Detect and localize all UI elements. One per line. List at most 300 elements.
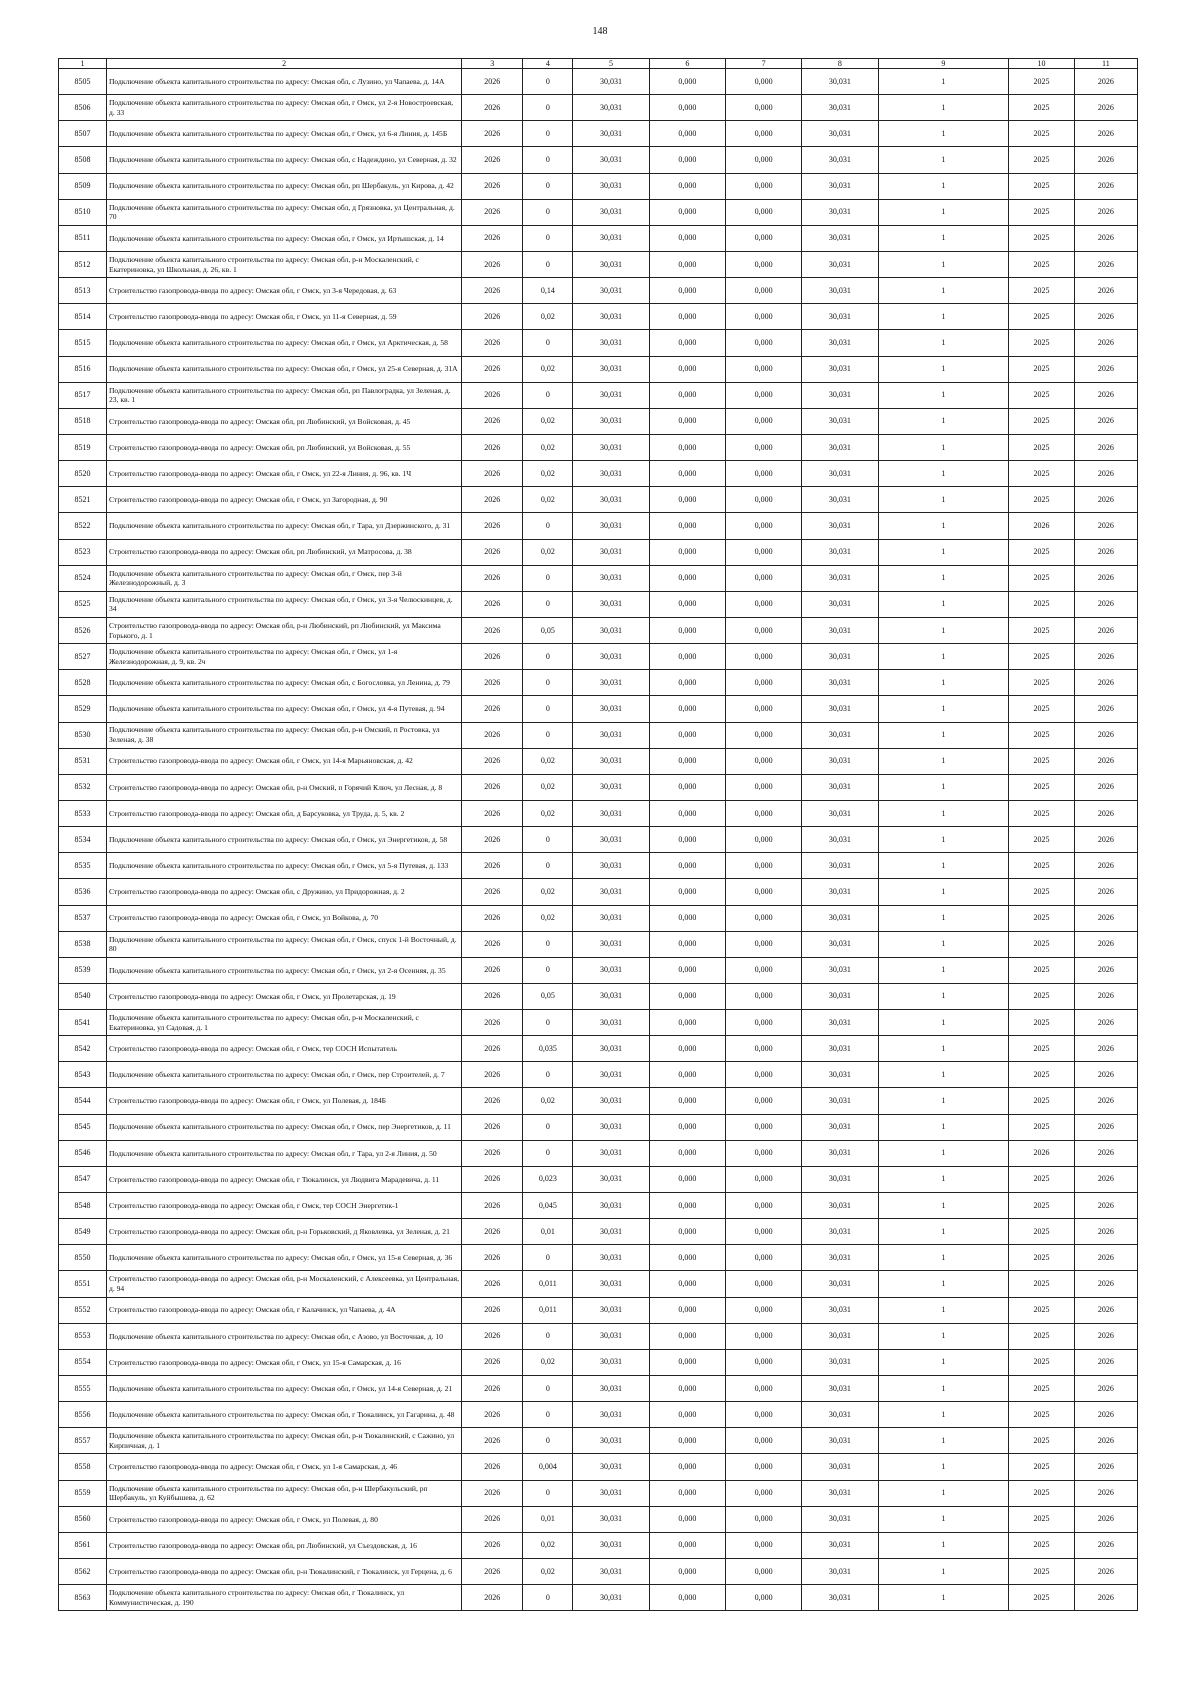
- row-description: Подключение объекта капитального строительства по адресу: Омская обл, г Омск, ул 3-я Челюскинцев, д. 34: [106, 591, 461, 617]
- row-start-year: 2025: [1009, 1559, 1074, 1585]
- row-number: 8535: [59, 853, 107, 879]
- row-count: 1: [878, 1376, 1009, 1402]
- row-description: Подключение объекта капитального строительства по адресу: Омская обл, г Омск, ул Энергетиков, д. 58: [106, 827, 461, 853]
- row-length: 0,02: [523, 1559, 573, 1585]
- row-year: 2026: [462, 879, 523, 905]
- row-end-year: 2026: [1074, 1062, 1137, 1088]
- row-count: 1: [878, 1219, 1009, 1245]
- row-cost-2025: 0,000: [725, 1219, 801, 1245]
- row-length: 0: [523, 513, 573, 539]
- row-cost-2024: 0,000: [649, 931, 725, 957]
- row-end-year: 2026: [1074, 330, 1137, 356]
- row-count: 1: [878, 487, 1009, 513]
- row-description: Подключение объекта капитального строительства по адресу: Омская обл, г Омск, ул Иртышская, д. 14: [106, 225, 461, 251]
- row-total-cost: 30,031: [573, 905, 649, 931]
- row-start-year: 2025: [1009, 1454, 1074, 1480]
- row-cost-2024: 0,000: [649, 670, 725, 696]
- table-row: [59, 957, 1138, 983]
- row-cost-2024: 0,000: [649, 1193, 725, 1219]
- row-number: 8536: [59, 879, 107, 905]
- row-cost-2026: 30,031: [802, 1036, 878, 1062]
- row-year: 2026: [462, 434, 523, 460]
- row-cost-2026: 30,031: [802, 1140, 878, 1166]
- row-year: 2026: [462, 278, 523, 304]
- row-number: 8511: [59, 225, 107, 251]
- row-start-year: 2025: [1009, 1088, 1074, 1114]
- row-cost-2025: 0,000: [725, 69, 801, 95]
- table-row: [59, 513, 1138, 539]
- row-start-year: 2025: [1009, 853, 1074, 879]
- row-count: 1: [878, 356, 1009, 382]
- row-cost-2025: 0,000: [725, 879, 801, 905]
- table-row: [59, 1349, 1138, 1375]
- row-description: Строительство газопровода-ввода по адресу: Омская обл, г Омск, ул 15-я Самарская, д. 16: [106, 1349, 461, 1375]
- row-cost-2026: 30,031: [802, 356, 878, 382]
- row-length: 0: [523, 173, 573, 199]
- row-total-cost: 30,031: [573, 382, 649, 408]
- row-cost-2024: 0,000: [649, 1454, 725, 1480]
- row-count: 1: [878, 513, 1009, 539]
- row-length: 0: [523, 644, 573, 670]
- row-cost-2024: 0,000: [649, 591, 725, 617]
- row-cost-2026: 30,031: [802, 957, 878, 983]
- row-description: Подключение объекта капитального строительства по адресу: Омская обл, г Омск, ул 15-я Северная, д. 36: [106, 1245, 461, 1271]
- column-number-6: 6: [649, 59, 725, 69]
- row-cost-2026: 30,031: [802, 644, 878, 670]
- row-description: Подключение объекта капитального строительства по адресу: Омская обл, г Омск, ул 5-я Путевая, д. 133: [106, 853, 461, 879]
- row-end-year: 2026: [1074, 1376, 1137, 1402]
- row-end-year: 2026: [1074, 121, 1137, 147]
- table-row: [59, 1297, 1138, 1323]
- row-number: 8513: [59, 278, 107, 304]
- column-number-4: 4: [523, 59, 573, 69]
- row-length: 0: [523, 121, 573, 147]
- row-cost-2024: 0,000: [649, 879, 725, 905]
- row-start-year: 2025: [1009, 382, 1074, 408]
- table-row: [59, 983, 1138, 1009]
- table-row: [59, 1428, 1138, 1454]
- row-length: 0: [523, 670, 573, 696]
- row-cost-2025: 0,000: [725, 408, 801, 434]
- row-start-year: 2025: [1009, 1506, 1074, 1532]
- row-description: Строительство газопровода-ввода по адресу: Омская обл, рп Любинский, ул Матросова, д. 38: [106, 539, 461, 565]
- row-count: 1: [878, 1088, 1009, 1114]
- table-row: [59, 1480, 1138, 1506]
- row-cost-2026: 30,031: [802, 1088, 878, 1114]
- row-cost-2025: 0,000: [725, 905, 801, 931]
- row-total-cost: 30,031: [573, 1088, 649, 1114]
- row-description: Подключение объекта капитального строительства по адресу: Омская обл, г Омск, ул 2-я Осенняя, д. 35: [106, 957, 461, 983]
- row-cost-2025: 0,000: [725, 957, 801, 983]
- row-year: 2026: [462, 853, 523, 879]
- row-year: 2026: [462, 774, 523, 800]
- row-number: 8541: [59, 1010, 107, 1036]
- row-total-cost: 30,031: [573, 330, 649, 356]
- row-cost-2024: 0,000: [649, 696, 725, 722]
- row-length: 0,02: [523, 748, 573, 774]
- row-cost-2025: 0,000: [725, 382, 801, 408]
- row-length: 0,01: [523, 1506, 573, 1532]
- row-number: 8557: [59, 1428, 107, 1454]
- row-length: 0: [523, 69, 573, 95]
- row-description: Подключение объекта капитального строительства по адресу: Омская обл, г Омск, ул 6-я Линия, д. 145Б: [106, 121, 461, 147]
- row-total-cost: 30,031: [573, 879, 649, 905]
- row-cost-2024: 0,000: [649, 722, 725, 748]
- row-end-year: 2026: [1074, 591, 1137, 617]
- row-count: 1: [878, 304, 1009, 330]
- row-length: 0: [523, 1585, 573, 1611]
- table-row: [59, 199, 1138, 225]
- row-cost-2024: 0,000: [649, 1349, 725, 1375]
- row-description: Подключение объекта капитального строительства по адресу: Омская обл, рп Шербакуль, ул Кирова, д. 42: [106, 173, 461, 199]
- table-row: [59, 69, 1138, 95]
- row-cost-2026: 30,031: [802, 1193, 878, 1219]
- row-cost-2024: 0,000: [649, 199, 725, 225]
- row-total-cost: 30,031: [573, 461, 649, 487]
- table-row: [59, 95, 1138, 121]
- table-row: [59, 696, 1138, 722]
- row-start-year: 2025: [1009, 591, 1074, 617]
- row-year: 2026: [462, 1402, 523, 1428]
- row-count: 1: [878, 565, 1009, 591]
- row-cost-2024: 0,000: [649, 1245, 725, 1271]
- table-row: [59, 617, 1138, 643]
- row-cost-2024: 0,000: [649, 1559, 725, 1585]
- table-row: [59, 1506, 1138, 1532]
- row-cost-2024: 0,000: [649, 1088, 725, 1114]
- row-cost-2025: 0,000: [725, 199, 801, 225]
- row-end-year: 2026: [1074, 1349, 1137, 1375]
- row-cost-2025: 0,000: [725, 748, 801, 774]
- row-start-year: 2025: [1009, 147, 1074, 173]
- row-year: 2026: [462, 1166, 523, 1192]
- row-length: 0,02: [523, 800, 573, 826]
- row-description: Подключение объекта капитального строительства по адресу: Омская обл, с Азово, ул Восточная, д. 10: [106, 1323, 461, 1349]
- row-cost-2025: 0,000: [725, 827, 801, 853]
- row-start-year: 2025: [1009, 278, 1074, 304]
- row-cost-2026: 30,031: [802, 1585, 878, 1611]
- table-row: [59, 434, 1138, 460]
- row-start-year: 2025: [1009, 617, 1074, 643]
- row-total-cost: 30,031: [573, 1559, 649, 1585]
- table-row: [59, 879, 1138, 905]
- column-number-row: [59, 59, 1138, 69]
- row-cost-2026: 30,031: [802, 408, 878, 434]
- row-start-year: 2025: [1009, 461, 1074, 487]
- row-number: 8523: [59, 539, 107, 565]
- row-total-cost: 30,031: [573, 957, 649, 983]
- row-year: 2026: [462, 1297, 523, 1323]
- row-cost-2025: 0,000: [725, 1245, 801, 1271]
- row-description: Подключение объекта капитального строительства по адресу: Омская обл, г Омск, ул 14-я Северная, д. 21: [106, 1376, 461, 1402]
- row-number: 8506: [59, 95, 107, 121]
- row-description: Строительство газопровода-ввода по адресу: Омская обл, г Омск, ул Загородная, д. 90: [106, 487, 461, 513]
- row-start-year: 2025: [1009, 774, 1074, 800]
- column-number-11: 11: [1074, 59, 1137, 69]
- row-cost-2025: 0,000: [725, 670, 801, 696]
- table-row: [59, 722, 1138, 748]
- table-row: [59, 461, 1138, 487]
- row-total-cost: 30,031: [573, 853, 649, 879]
- row-year: 2026: [462, 1010, 523, 1036]
- row-total-cost: 30,031: [573, 1323, 649, 1349]
- row-total-cost: 30,031: [573, 147, 649, 173]
- table-row: [59, 356, 1138, 382]
- row-cost-2026: 30,031: [802, 147, 878, 173]
- row-year: 2026: [462, 225, 523, 251]
- table-row: [59, 1062, 1138, 1088]
- row-count: 1: [878, 1480, 1009, 1506]
- row-description: Строительство газопровода-ввода по адресу: Омская обл, г Омск, ул Войкова, д. 70: [106, 905, 461, 931]
- row-year: 2026: [462, 1323, 523, 1349]
- row-cost-2024: 0,000: [649, 1532, 725, 1558]
- row-start-year: 2025: [1009, 173, 1074, 199]
- row-length: 0,02: [523, 879, 573, 905]
- row-end-year: 2026: [1074, 1323, 1137, 1349]
- row-cost-2025: 0,000: [725, 1454, 801, 1480]
- row-cost-2024: 0,000: [649, 983, 725, 1009]
- row-length: 0,011: [523, 1271, 573, 1297]
- row-start-year: 2025: [1009, 1166, 1074, 1192]
- row-cost-2025: 0,000: [725, 696, 801, 722]
- row-description: Строительство газопровода-ввода по адресу: Омская обл, г Омск, тер СОСН Испытатель: [106, 1036, 461, 1062]
- row-number: 8517: [59, 382, 107, 408]
- row-cost-2025: 0,000: [725, 565, 801, 591]
- row-year: 2026: [462, 1376, 523, 1402]
- row-cost-2025: 0,000: [725, 173, 801, 199]
- row-total-cost: 30,031: [573, 617, 649, 643]
- row-cost-2026: 30,031: [802, 879, 878, 905]
- table-row: [59, 225, 1138, 251]
- row-cost-2026: 30,031: [802, 1271, 878, 1297]
- row-total-cost: 30,031: [573, 1376, 649, 1402]
- row-count: 1: [878, 173, 1009, 199]
- row-cost-2024: 0,000: [649, 69, 725, 95]
- row-end-year: 2026: [1074, 1010, 1137, 1036]
- row-year: 2026: [462, 1219, 523, 1245]
- row-start-year: 2025: [1009, 565, 1074, 591]
- row-number: 8533: [59, 800, 107, 826]
- row-start-year: 2025: [1009, 827, 1074, 853]
- row-cost-2025: 0,000: [725, 1140, 801, 1166]
- row-cost-2024: 0,000: [649, 304, 725, 330]
- row-length: 0: [523, 1245, 573, 1271]
- row-total-cost: 30,031: [573, 1532, 649, 1558]
- table-row: [59, 591, 1138, 617]
- row-number: 8556: [59, 1402, 107, 1428]
- row-end-year: 2026: [1074, 1402, 1137, 1428]
- row-count: 1: [878, 461, 1009, 487]
- row-cost-2026: 30,031: [802, 565, 878, 591]
- row-length: 0: [523, 1402, 573, 1428]
- row-cost-2026: 30,031: [802, 121, 878, 147]
- row-number: 8532: [59, 774, 107, 800]
- row-start-year: 2025: [1009, 1480, 1074, 1506]
- row-total-cost: 30,031: [573, 1271, 649, 1297]
- row-year: 2026: [462, 670, 523, 696]
- row-end-year: 2026: [1074, 487, 1137, 513]
- row-cost-2025: 0,000: [725, 1088, 801, 1114]
- row-total-cost: 30,031: [573, 722, 649, 748]
- row-cost-2024: 0,000: [649, 1506, 725, 1532]
- page-number: 148: [592, 26, 608, 37]
- table-row: [59, 1323, 1138, 1349]
- row-cost-2026: 30,031: [802, 1480, 878, 1506]
- row-number: 8530: [59, 722, 107, 748]
- table-row: [59, 1193, 1138, 1219]
- row-end-year: 2026: [1074, 304, 1137, 330]
- row-year: 2026: [462, 1062, 523, 1088]
- row-year: 2026: [462, 121, 523, 147]
- row-number: 8539: [59, 957, 107, 983]
- row-end-year: 2026: [1074, 1585, 1137, 1611]
- row-description: Подключение объекта капитального строительства по адресу: Омская обл, г Омск, ул 1-я Железнодорожная, д. 9, кв. 2ч: [106, 644, 461, 670]
- row-description: Строительство газопровода-ввода по адресу: Омская обл, р-н Москаленский, с Алексеевка, ул Центральная, д. 94: [106, 1271, 461, 1297]
- table-row: [59, 565, 1138, 591]
- row-year: 2026: [462, 1532, 523, 1558]
- row-total-cost: 30,031: [573, 591, 649, 617]
- row-start-year: 2025: [1009, 1323, 1074, 1349]
- row-number: 8553: [59, 1323, 107, 1349]
- row-length: 0: [523, 225, 573, 251]
- row-cost-2024: 0,000: [649, 748, 725, 774]
- row-count: 1: [878, 931, 1009, 957]
- table-row: [59, 1219, 1138, 1245]
- row-count: 1: [878, 251, 1009, 277]
- row-total-cost: 30,031: [573, 173, 649, 199]
- row-end-year: 2026: [1074, 1193, 1137, 1219]
- row-start-year: 2025: [1009, 1010, 1074, 1036]
- row-count: 1: [878, 408, 1009, 434]
- row-number: 8537: [59, 905, 107, 931]
- row-end-year: 2026: [1074, 644, 1137, 670]
- row-description: Строительство газопровода-ввода по адресу: Омская обл, г Омск, ул 14-я Марьяновская, д. 42: [106, 748, 461, 774]
- row-year: 2026: [462, 1428, 523, 1454]
- row-cost-2026: 30,031: [802, 591, 878, 617]
- row-length: 0: [523, 1323, 573, 1349]
- row-cost-2024: 0,000: [649, 1271, 725, 1297]
- row-start-year: 2025: [1009, 1245, 1074, 1271]
- row-cost-2024: 0,000: [649, 1140, 725, 1166]
- row-number: 8529: [59, 696, 107, 722]
- row-start-year: 2025: [1009, 1193, 1074, 1219]
- table-row: [59, 121, 1138, 147]
- row-end-year: 2026: [1074, 199, 1137, 225]
- row-total-cost: 30,031: [573, 644, 649, 670]
- row-cost-2025: 0,000: [725, 304, 801, 330]
- row-cost-2025: 0,000: [725, 617, 801, 643]
- row-cost-2025: 0,000: [725, 1585, 801, 1611]
- row-number: 8559: [59, 1480, 107, 1506]
- row-start-year: 2025: [1009, 408, 1074, 434]
- row-year: 2026: [462, 95, 523, 121]
- row-year: 2026: [462, 591, 523, 617]
- row-cost-2024: 0,000: [649, 513, 725, 539]
- table-row: [59, 1245, 1138, 1271]
- row-start-year: 2025: [1009, 487, 1074, 513]
- table-row: [59, 147, 1138, 173]
- table-row: [59, 905, 1138, 931]
- table-row: [59, 800, 1138, 826]
- row-length: 0,02: [523, 774, 573, 800]
- row-number: 8516: [59, 356, 107, 382]
- row-cost-2026: 30,031: [802, 1062, 878, 1088]
- row-end-year: 2026: [1074, 147, 1137, 173]
- row-description: Подключение объекта капитального строительства по адресу: Омская обл, г Тара, ул Дзержинского, д. 31: [106, 513, 461, 539]
- row-length: 0: [523, 199, 573, 225]
- row-total-cost: 30,031: [573, 539, 649, 565]
- row-number: 8552: [59, 1297, 107, 1323]
- row-count: 1: [878, 1532, 1009, 1558]
- row-start-year: 2025: [1009, 434, 1074, 460]
- row-start-year: 2025: [1009, 722, 1074, 748]
- row-length: 0,011: [523, 1297, 573, 1323]
- row-cost-2025: 0,000: [725, 591, 801, 617]
- row-length: 0,02: [523, 304, 573, 330]
- row-end-year: 2026: [1074, 1297, 1137, 1323]
- row-number: 8526: [59, 617, 107, 643]
- row-count: 1: [878, 1585, 1009, 1611]
- row-year: 2026: [462, 565, 523, 591]
- row-cost-2025: 0,000: [725, 487, 801, 513]
- row-number: 8521: [59, 487, 107, 513]
- row-length: 0,02: [523, 356, 573, 382]
- row-count: 1: [878, 121, 1009, 147]
- row-length: 0,02: [523, 1088, 573, 1114]
- row-year: 2026: [462, 696, 523, 722]
- row-count: 1: [878, 1036, 1009, 1062]
- row-year: 2026: [462, 1506, 523, 1532]
- row-start-year: 2025: [1009, 1532, 1074, 1558]
- row-total-cost: 30,031: [573, 1193, 649, 1219]
- row-description: Строительство газопровода-ввода по адресу: Омская обл, г Омск, ул 11-я Северная, д. 59: [106, 304, 461, 330]
- row-year: 2026: [462, 1193, 523, 1219]
- table-row: [59, 330, 1138, 356]
- row-start-year: 2025: [1009, 1062, 1074, 1088]
- row-description: Подключение объекта капитального строительства по адресу: Омская обл, г Тюкалинск, ул Коммунистическая, д. 190: [106, 1585, 461, 1611]
- row-end-year: 2026: [1074, 722, 1137, 748]
- row-cost-2026: 30,031: [802, 173, 878, 199]
- row-year: 2026: [462, 69, 523, 95]
- row-year: 2026: [462, 251, 523, 277]
- row-number: 8544: [59, 1088, 107, 1114]
- row-number: 8540: [59, 983, 107, 1009]
- row-cost-2026: 30,031: [802, 330, 878, 356]
- row-number: 8510: [59, 199, 107, 225]
- row-cost-2024: 0,000: [649, 382, 725, 408]
- column-number-3: 3: [462, 59, 523, 69]
- row-cost-2024: 0,000: [649, 1323, 725, 1349]
- table-row: [59, 1454, 1138, 1480]
- row-end-year: 2026: [1074, 356, 1137, 382]
- table-row: [59, 304, 1138, 330]
- row-number: 8518: [59, 408, 107, 434]
- row-cost-2024: 0,000: [649, 278, 725, 304]
- row-count: 1: [878, 879, 1009, 905]
- row-year: 2026: [462, 1559, 523, 1585]
- row-length: 0: [523, 251, 573, 277]
- row-cost-2026: 30,031: [802, 1402, 878, 1428]
- row-count: 1: [878, 1349, 1009, 1375]
- row-cost-2024: 0,000: [649, 565, 725, 591]
- row-length: 0,05: [523, 617, 573, 643]
- row-description: Строительство газопровода-ввода по адресу: Омская обл, г Омск, ул 22-я Линия, д. 96, кв. 1Ч: [106, 461, 461, 487]
- row-description: Подключение объекта капитального строительства по адресу: Омская обл, р-н Омский, п Ростовка, ул Зеленая, д. 38: [106, 722, 461, 748]
- row-count: 1: [878, 1245, 1009, 1271]
- row-length: 0: [523, 330, 573, 356]
- row-total-cost: 30,031: [573, 356, 649, 382]
- row-number: 8546: [59, 1140, 107, 1166]
